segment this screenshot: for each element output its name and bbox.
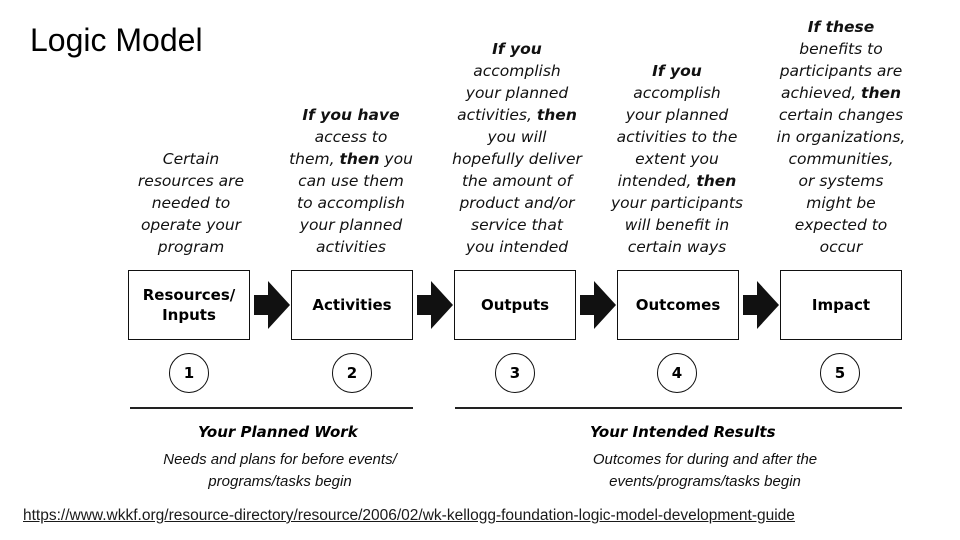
- description-line: participants are: [779, 62, 903, 80]
- arrow-right-icon: [580, 281, 616, 329]
- description-line: activities to the: [616, 128, 738, 146]
- description-line: needed to: [151, 194, 231, 212]
- description-line: achieved, then: [780, 84, 902, 102]
- description-line: your planned: [465, 84, 569, 102]
- description-line: benefits to: [799, 40, 883, 58]
- description-line: certain changes: [778, 106, 904, 124]
- description-line: If these: [807, 18, 875, 36]
- step-number-2: 2: [332, 353, 372, 393]
- box-outputs: [454, 270, 576, 340]
- source-link[interactable]: https://www.wkkf.org/resource-directory/resource/2006/02/wk-kellogg-foundation-logic-model-development-guide: [23, 507, 795, 524]
- step-description-outcomes: [606, 60, 748, 258]
- description-line: your planned: [299, 216, 403, 234]
- description-line: communities,: [788, 150, 894, 168]
- description-line: product and/or: [459, 194, 575, 212]
- description-line: activities: [316, 238, 386, 256]
- step-number-3: 3: [495, 353, 535, 393]
- description-line: accomplish: [633, 84, 721, 102]
- description-line: will benefit in: [624, 216, 730, 234]
- group-label-intended-results: Your Intended Results: [590, 423, 776, 441]
- step-description-impact: [770, 16, 912, 258]
- box-resources-inputs: [128, 270, 250, 340]
- description-line: certain ways: [627, 238, 727, 256]
- step-number-5: 5: [820, 353, 860, 393]
- step-number-4: 4: [657, 353, 697, 393]
- box-impact: [780, 270, 902, 340]
- description-line: intended, then: [617, 172, 737, 190]
- box-label: Outcomes: [635, 296, 721, 314]
- description-line: activities, then: [457, 106, 577, 124]
- divider-planned-work: [130, 407, 413, 409]
- step-number-1: 1: [169, 353, 209, 393]
- description-line: to accomplish: [297, 194, 405, 212]
- page-title: Logic Model: [30, 22, 203, 58]
- box-activities: [291, 270, 413, 340]
- description-line: occur: [819, 238, 863, 256]
- description-line: If you: [492, 40, 542, 58]
- description-line: resources are: [137, 172, 245, 190]
- step-description-resources: [124, 148, 258, 258]
- description-line: service that: [471, 216, 563, 234]
- description-line: or systems: [798, 172, 884, 190]
- description-line: expected to: [794, 216, 888, 234]
- box-outcomes: [617, 270, 739, 340]
- box-label: Outputs: [480, 296, 550, 314]
- arrow-right-icon: [743, 281, 779, 329]
- arrow-right-icon: [417, 281, 453, 329]
- description-line: your planned: [625, 106, 729, 124]
- description-line: them, then you: [289, 150, 413, 168]
- description-line: might be: [806, 194, 876, 212]
- description-line: you will: [487, 128, 547, 146]
- box-label: Resources/ Inputs: [142, 286, 236, 324]
- note-intended-results: Outcomes for during and after the events/programs/tasks begin: [592, 451, 818, 490]
- description-line: can use them: [298, 172, 404, 190]
- description-line: If you: [652, 62, 702, 80]
- description-line: If you have: [302, 106, 400, 124]
- divider-intended-results: [455, 407, 902, 409]
- description-line: accomplish: [473, 62, 561, 80]
- description-line: operate your: [140, 216, 242, 234]
- note-planned-work: Needs and plans for before events/ programs/tasks begin: [163, 451, 397, 490]
- description-line: your participants: [610, 194, 743, 212]
- description-line: the amount of: [461, 172, 573, 190]
- description-line: hopefully deliver: [452, 150, 582, 168]
- description-line: extent you: [635, 150, 719, 168]
- step-description-activities: [285, 104, 417, 258]
- arrow-right-icon: [254, 281, 290, 329]
- box-label: Activities: [312, 296, 392, 314]
- description-line: you intended: [465, 238, 569, 256]
- box-label: Impact: [811, 296, 871, 314]
- group-label-planned-work: Your Planned Work: [198, 423, 358, 441]
- description-line: in organizations,: [776, 128, 906, 146]
- description-line: program: [157, 238, 225, 256]
- description-line: Certain: [162, 150, 220, 168]
- description-line: access to: [314, 128, 388, 146]
- step-description-outputs: [446, 38, 588, 258]
